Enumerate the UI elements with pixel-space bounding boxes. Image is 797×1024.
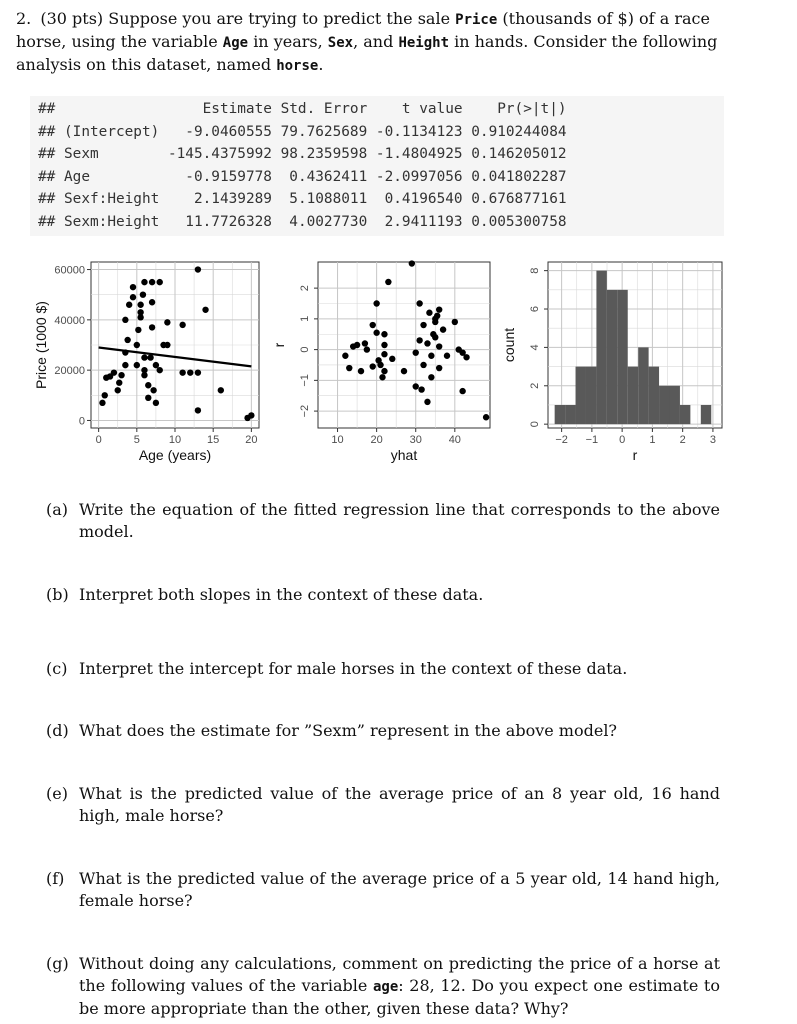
histogram-plot [500, 256, 725, 476]
row-term: Sexm:Height [64, 213, 160, 230]
data-point [377, 362, 383, 368]
data-point [149, 324, 155, 330]
histogram-bar [617, 290, 627, 424]
panel-background [318, 262, 490, 428]
row-estimate: 11.7726328 [159, 213, 272, 230]
data-point [102, 392, 108, 398]
histogram-bar [659, 386, 669, 424]
data-point [137, 314, 143, 320]
data-point [122, 362, 128, 368]
residual-plot [270, 256, 492, 476]
data-point [379, 374, 385, 380]
data-point [140, 291, 146, 297]
data-point [187, 369, 193, 375]
y-tick-label: 2 [529, 382, 541, 389]
row-t-value: -0.1134123 [367, 123, 463, 140]
data-point [179, 369, 185, 375]
data-point [381, 331, 387, 337]
x-tick-label: 0 [619, 434, 626, 446]
row-std-error: 98.2359598 [271, 146, 368, 163]
data-point [426, 310, 432, 316]
y-tick-label: −1 [299, 374, 311, 387]
question-text: Interpret both slopes in the context of these data. [79, 585, 484, 604]
data-point [432, 319, 438, 325]
data-point [373, 330, 379, 336]
histogram-bar [586, 367, 596, 425]
question-e [46, 783, 720, 827]
data-point [434, 313, 440, 319]
data-point [459, 388, 465, 394]
row-p-value: 0.146205012 [462, 146, 567, 163]
question-a [46, 499, 720, 543]
row-p-value: 0.005300758 [462, 213, 567, 230]
intro-text-2: (thousands of $) of a race horse, using the variable [16, 9, 710, 51]
y-tick-label: 6 [529, 305, 541, 313]
data-point [436, 306, 442, 312]
header-t-value: t value [367, 101, 463, 117]
row-p-value: 0.041802287 [462, 168, 567, 185]
question-text: Write the equation of the fitted regression line that corresponds to the above model. [79, 500, 720, 541]
data-point [145, 395, 151, 401]
data-point [428, 374, 434, 380]
histogram-bar [649, 367, 659, 425]
row-term: Sexm [64, 146, 160, 163]
data-point [124, 337, 130, 343]
question-text [79, 953, 720, 1020]
y-tick-label: 8 [529, 267, 541, 274]
row-prefix: ## [38, 168, 64, 185]
question-b [46, 584, 720, 606]
header-estimate: Estimate [55, 101, 272, 117]
x-axis-label: Age (years) [138, 447, 212, 463]
question-d [46, 720, 720, 742]
data-point [381, 368, 387, 374]
question-label: (c) [46, 659, 68, 678]
data-point [463, 354, 469, 360]
question-label: (g) [46, 954, 69, 973]
data-point [137, 302, 143, 308]
data-point [130, 284, 136, 290]
question-label: (b) [46, 585, 69, 604]
data-point [420, 362, 426, 368]
data-point [126, 302, 132, 308]
x-tick-label: 5 [133, 434, 140, 446]
y-tick-label: 40000 [54, 314, 85, 327]
data-point [99, 400, 105, 406]
data-point [436, 343, 442, 349]
dataset-name: horse [276, 58, 319, 74]
data-point [440, 326, 446, 332]
intro-text-6: . [318, 55, 324, 74]
x-tick-label: 0 [95, 434, 102, 446]
row-prefix: ## [38, 101, 56, 117]
row-prefix: ## [38, 146, 64, 163]
y-tick-label: 4 [529, 344, 541, 351]
histogram-bar [555, 405, 565, 424]
data-point [362, 340, 368, 346]
row-estimate: -145.4375992 [159, 146, 272, 163]
data-point [420, 322, 426, 328]
data-point [141, 279, 147, 285]
y-tick-label: 20000 [54, 365, 85, 378]
question-text-part: Without doing any calculations, comment on predicting the price of a horse at the following values of the variable [79, 954, 720, 995]
residual-fitted-scatter [270, 256, 492, 481]
var-price: Price [455, 12, 498, 28]
intro-text-4: , and [353, 32, 394, 51]
histogram-bar [680, 405, 690, 424]
question-label: (e) [46, 784, 68, 803]
x-tick-label: 10 [168, 434, 182, 446]
row-term: (Intercept) [64, 123, 160, 140]
data-point [116, 380, 122, 386]
histogram-bar [701, 405, 711, 424]
data-point [452, 319, 458, 325]
row-prefix: ## [38, 123, 64, 140]
intro-text-5: in hands. Consider the following analysis on this dataset, named [16, 32, 718, 74]
data-point [413, 383, 419, 389]
data-point [370, 363, 376, 369]
x-tick-label: −1 [585, 434, 599, 446]
data-point [153, 362, 159, 368]
regression-output [30, 96, 724, 236]
question-text: What is the predicted value of the average price of an 8 year old, 16 hand high, male horse? [79, 784, 720, 825]
data-point [432, 334, 438, 340]
data-point [218, 387, 224, 393]
y-tick-label: 2 [299, 285, 311, 292]
data-point [157, 279, 163, 285]
histogram-bar [669, 386, 679, 424]
question-label: (f) [46, 869, 65, 888]
data-point [370, 322, 376, 328]
row-std-error: 4.0027730 [271, 213, 368, 230]
data-point [111, 369, 117, 375]
data-point [373, 300, 379, 306]
x-tick-label: 1 [649, 434, 656, 446]
y-tick-label: 0 [78, 415, 85, 428]
question-c [46, 658, 720, 680]
data-point [145, 382, 151, 388]
x-axis-label: yhat [390, 447, 418, 463]
histogram-bar [607, 290, 617, 424]
header-p-value: Pr(>|t|) [462, 101, 567, 117]
data-point [147, 354, 153, 360]
y-tick-label: 1 [299, 315, 311, 322]
data-point [385, 279, 391, 285]
x-tick-label: 2 [679, 434, 686, 446]
question-text: What is the predicted value of the average price of a 5 year old, 14 hand high, female horse? [79, 869, 720, 910]
x-tick-label: 20 [245, 434, 258, 446]
x-tick-label: 30 [409, 434, 422, 446]
row-std-error: 5.1088011 [271, 191, 368, 208]
data-point [118, 372, 124, 378]
y-axis-label: r [271, 342, 287, 348]
data-point [135, 327, 141, 333]
row-t-value: -1.4804925 [367, 146, 463, 163]
data-point [195, 407, 201, 413]
regression-table [38, 98, 567, 234]
data-point [424, 399, 430, 405]
row-prefix: ## [38, 213, 64, 230]
data-point [346, 365, 352, 371]
data-point [418, 386, 424, 392]
row-p-value: 0.676877161 [462, 191, 567, 208]
y-tick-label: 0 [529, 421, 541, 428]
price-age-plot [28, 256, 264, 476]
row-t-value: 0.4196540 [367, 191, 463, 208]
data-point [115, 387, 121, 393]
data-point [444, 353, 450, 359]
data-point [141, 354, 147, 360]
histogram-bar [638, 347, 648, 424]
data-point [153, 400, 159, 406]
var-height: Height [398, 35, 450, 51]
problem-intro [16, 8, 726, 77]
x-tick-label: 10 [331, 434, 344, 446]
data-point [428, 353, 434, 359]
row-t-value: 2.9411193 [367, 213, 463, 230]
price-age-scatter [28, 256, 264, 481]
data-point [149, 279, 155, 285]
row-estimate: -9.0460555 [159, 123, 272, 140]
question-f [46, 868, 720, 912]
header-std-error: Std. Error [271, 101, 368, 117]
data-point [157, 367, 163, 373]
row-t-value: -2.0997056 [367, 168, 463, 185]
data-point [134, 342, 140, 348]
question-label: (d) [46, 721, 69, 740]
histogram-bar [596, 271, 606, 425]
data-point [381, 351, 387, 357]
x-tick-label: 15 [207, 434, 220, 446]
histogram-bar [576, 367, 586, 425]
data-point [416, 300, 422, 306]
intro-text-1: (30 pts) Suppose you are trying to predict the sale [40, 9, 451, 28]
data-point [342, 353, 348, 359]
var-age-inline: age [372, 979, 399, 995]
row-std-error: 79.7625689 [271, 123, 368, 140]
data-point [150, 387, 156, 393]
data-point [424, 340, 430, 346]
problem-number: 2. [16, 9, 32, 28]
data-point [354, 342, 360, 348]
var-sex: Sex [327, 35, 354, 51]
y-tick-label: 0 [299, 346, 311, 353]
data-point [409, 260, 415, 266]
histogram-bar [628, 367, 638, 425]
y-axis-label: Price (1000 $) [33, 301, 49, 389]
row-estimate: 2.1439289 [159, 191, 272, 208]
row-estimate: -0.9159778 [159, 168, 272, 185]
data-point [179, 322, 185, 328]
x-tick-label: −2 [555, 434, 568, 446]
histogram-bar [565, 405, 575, 424]
x-tick-label: 40 [448, 434, 461, 446]
question-text: Interpret the intercept for male horses in the context of these data. [79, 659, 628, 678]
data-point [122, 317, 128, 323]
question-text-part: : 28, 12. Do you expect one estimate to be more appropriate than the other, given these data? Why? [79, 976, 720, 1018]
data-point [381, 342, 387, 348]
data-point [248, 412, 254, 418]
question-text: What does the estimate for ”Sexm” represent in the above model? [79, 721, 618, 740]
data-point [358, 368, 364, 374]
data-point [413, 349, 419, 355]
data-point [134, 362, 140, 368]
data-point [195, 369, 201, 375]
data-point [141, 372, 147, 378]
data-point [164, 319, 170, 325]
row-prefix: ## [38, 191, 64, 208]
data-point [149, 299, 155, 305]
y-axis-label: count [501, 327, 517, 363]
question-g [46, 953, 720, 1020]
data-point [436, 365, 442, 371]
x-tick-label: 3 [709, 434, 716, 446]
data-point [195, 266, 201, 272]
y-tick-label: −2 [299, 404, 311, 418]
row-p-value: 0.910244084 [462, 123, 567, 140]
data-point [389, 356, 395, 362]
data-point [416, 337, 422, 343]
data-point [130, 294, 136, 300]
data-point [202, 307, 208, 313]
row-term: Age [64, 168, 160, 185]
y-tick-label: 60000 [54, 264, 85, 277]
intro-text-3: in years, [253, 32, 323, 51]
data-point [483, 414, 489, 420]
row-term: Sexf:Height [64, 191, 160, 208]
var-age: Age [222, 35, 249, 51]
question-label: (a) [46, 500, 69, 519]
data-point [401, 368, 407, 374]
row-std-error: 0.4362411 [271, 168, 368, 185]
data-point [364, 346, 370, 352]
x-axis-label: r [632, 447, 638, 463]
residual-histogram [500, 256, 725, 481]
x-tick-label: 20 [370, 434, 383, 446]
data-point [164, 342, 170, 348]
